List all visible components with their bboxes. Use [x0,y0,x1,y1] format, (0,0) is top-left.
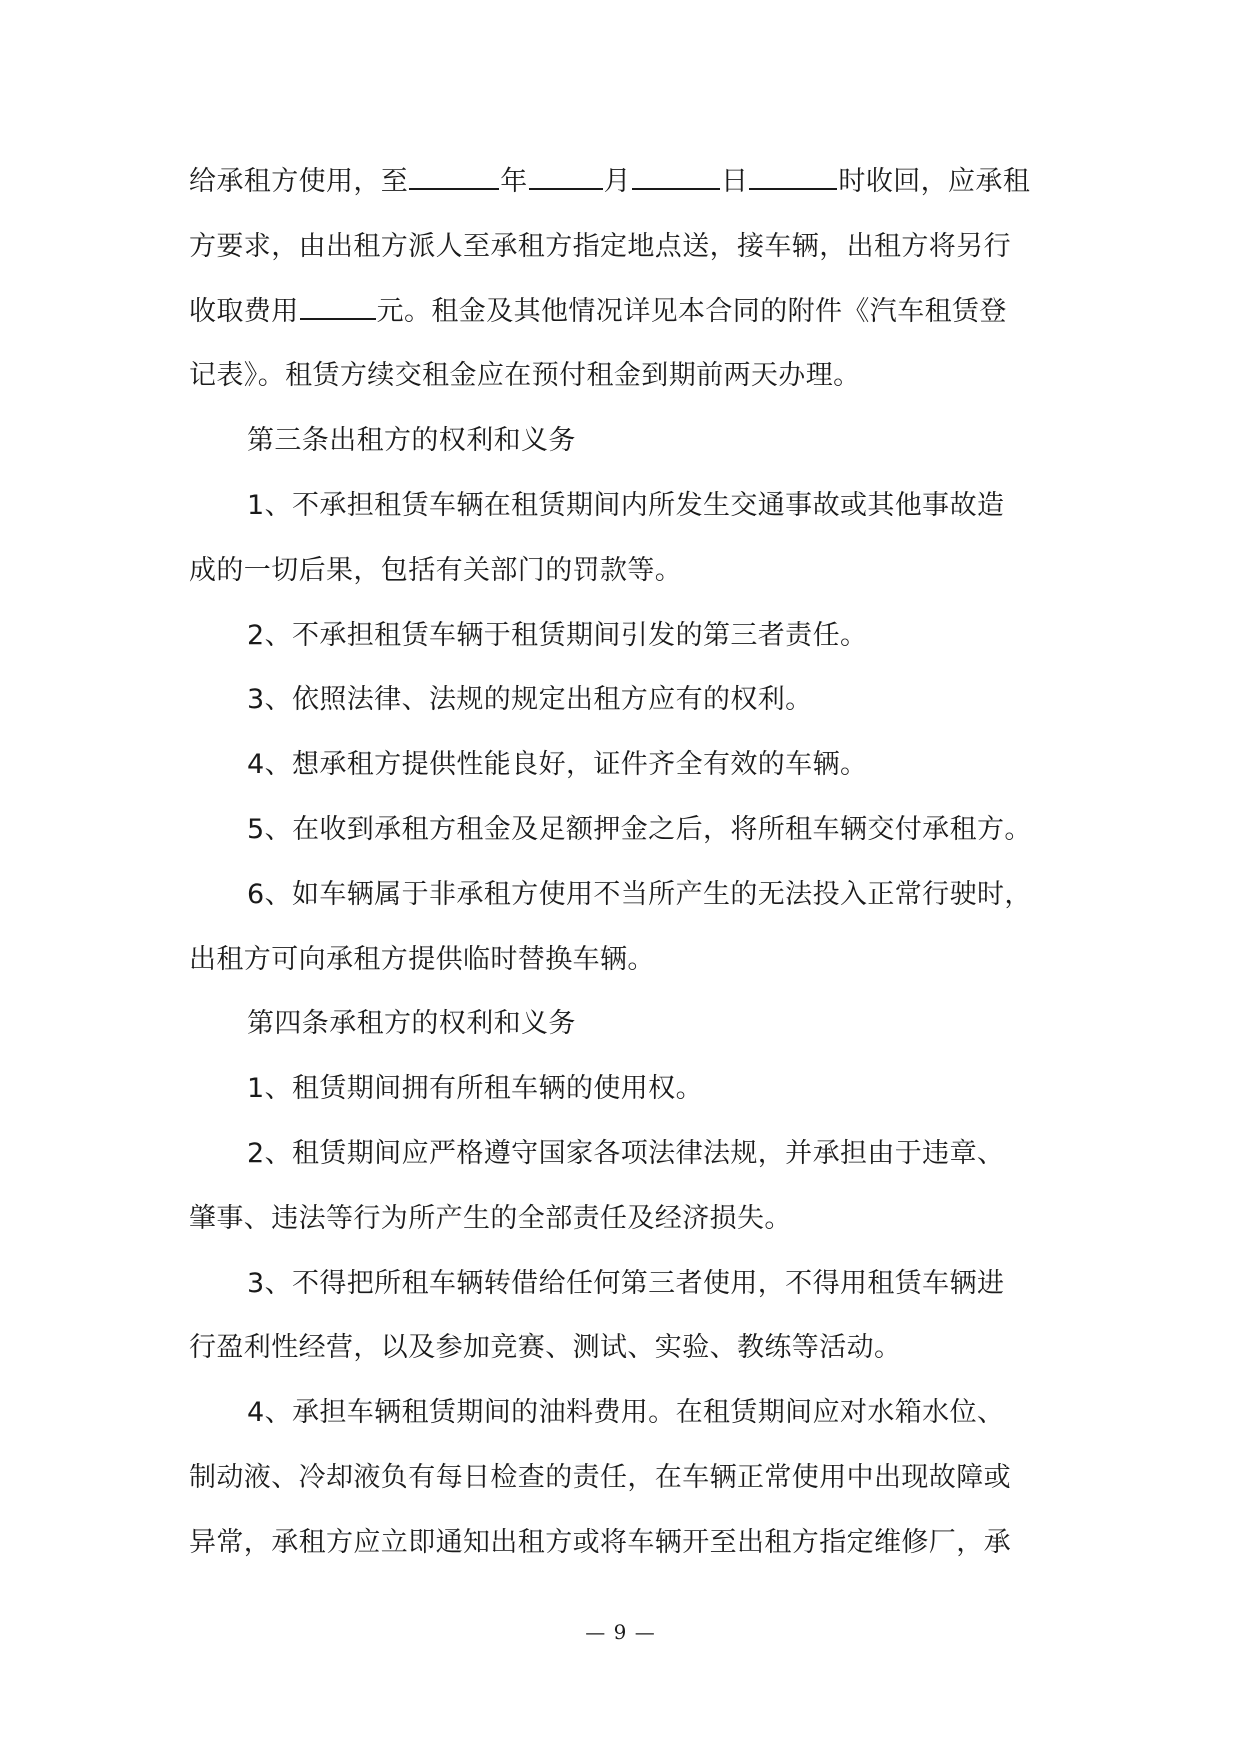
intro-text: 年 [500,166,528,197]
article3-item2: 2、不承担租赁车辆于租赁期间引发的第三者责任。 [247,619,868,651]
article4-item2-line1: 2、租赁期间应严格遵守国家各项法律法规，并承担由于违章、 [247,1137,1005,1169]
article3-item5: 5、在收到承租方租金及足额押金之后，将所租车辆交付承租方。 [247,813,1032,845]
article3-item4: 4、想承租方提供性能良好，证件齐全有效的车辆。 [247,749,868,781]
article3-item1-line1: 1、不承担租赁车辆在租赁期间内所发生交通事故或其他事故造 [247,489,1005,521]
intro-text: 给承租方使用，至 [189,166,409,197]
article4-item3-line2: 行盈利性经营，以及参加竞赛、测试、实验、教练等活动。 [189,1332,902,1364]
intro-text: 月 [603,166,632,197]
article4-heading: 第四条承租方的权利和义务 [247,1008,576,1040]
hour-blank [749,158,837,190]
intro-line-2: 方要求，由出租方派人至承租方指定地点送，接车辆，出租方将另行 [189,230,1011,262]
article4-item3-line1: 3、不得把所租车辆转借给任何第三者使用，不得用租赁车辆进 [247,1267,1005,1299]
fee-blank [300,288,376,320]
intro-line-4: 记表》。租赁方续交租金应在预付租金到期前两天办理。 [189,360,861,392]
day-blank [632,158,720,190]
document-body [189,158,1069,1584]
intro-text: 日 [721,166,749,197]
intro-text: 元。租金及其他情况详见本合同的附件《汽车租赁登 [376,295,1007,327]
article3-item1-line2: 成的一切后果，包括有关部门的罚款等。 [189,554,683,586]
article4-item2-line2: 肇事、违法等行为所产生的全部责任及经济损失。 [189,1202,792,1234]
intro-line-3 [189,288,1069,353]
article3-heading: 第三条出租方的权利和义务 [247,425,576,457]
article4-item4-line1: 4、承担车辆租赁期间的油料费用。在租赁期间应对水箱水位、 [247,1397,1005,1429]
article3-item6-line1: 6、如车辆属于非承租方使用不当所产生的无法投入正常行驶时， [247,878,1032,910]
article4-item4-line2: 制动液、冷却液负有每日检查的责任，在车辆正常使用中出现故障或 [189,1461,1011,1493]
intro-line-1 [189,158,1069,223]
month-blank [529,158,603,190]
article4-item4-line3: 异常，承租方应立即通知出租方或将车辆开至出租方指定维修厂，承 [189,1526,1011,1558]
article3-item6-line2: 出租方可向承租方提供临时替换车辆。 [189,943,655,975]
page-number: — 9 — [585,1620,656,1644]
year-blank [409,158,499,190]
article4-item1: 1、租赁期间拥有所租车辆的使用权。 [247,1073,703,1105]
intro-text: 收取费用 [189,295,299,327]
article3-item3: 3、依照法律、法规的规定出租方应有的权利。 [247,684,813,716]
intro-text: 时收回，应承租 [838,166,1031,197]
